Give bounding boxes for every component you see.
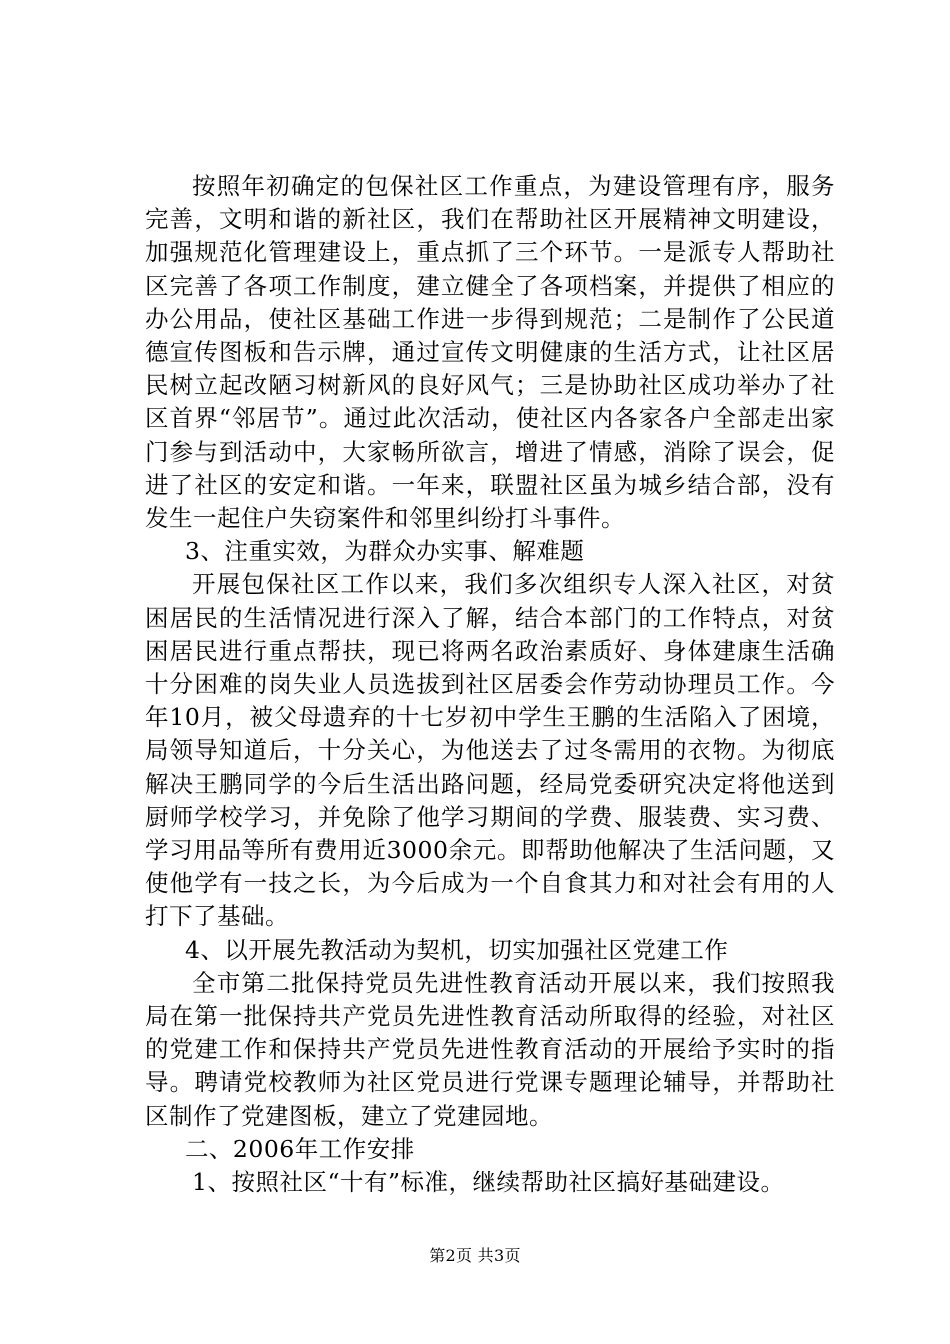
document-body — [145, 170, 835, 1199]
body-paragraph: 按照年初确定的包保社区工作重点，为建设管理有序，服务完善，文明和谐的新社区，我们在帮助社区开展精神文明建设，加强规范化管理建设上，重点抓了三个环节。一是派专人帮助社区完善了各项工作制度，建立健全了各项档案，并提供了相应的办公用品，使社区基础工作进一步得到规范；二是制作了公民道德宣传图板和告示牌，通过宣传文明健康的生活方式，让社区居民树立起改陋习树新风的良好风气；三是协助社区成功举办了社区首界“邻居节”。通过此次活动，使社区内各家各户全部走出家门参与到活动中，大家畅所欲言，增进了情感，消除了误会，促进了社区的安定和谐。一年来，联盟社区虽为城乡结合部，没有发生一起住户失窃案件和邻里纠纷打斗事件。 — [145, 172, 835, 533]
body-paragraph: 1、按照社区“十有”标准，继续帮助社区搞好基础建设。 — [192, 1168, 785, 1197]
section-heading: 二、2006年工作安排 — [184, 1134, 415, 1163]
section-heading: 3、注重实效，为群众办实事、解难题 — [184, 537, 585, 566]
body-paragraph: 全市第二批保持党员先进性教育活动开展以来，我们按照我局在第一批保持共产党员先进性教育活动所取得的经验，对社区的党建工作和保持共产党员先进性教育活动的开展给予实时的指导。聘请党校教师为社区党员进行党课专题理论辅导，并帮助社区制作了党建图板，建立了党建园地。 — [145, 968, 835, 1130]
section-heading: 4、以开展先教活动为契机，切实加强社区党建工作 — [184, 935, 729, 964]
body-paragraph: 开展包保社区工作以来，我们多次组织专人深入社区，对贫困居民的生活情况进行深入了解，结合本部门的工作特点，对贫困居民进行重点帮扶，现已将两名政治素质好、身体建康生活确十分困难的岗失业人员选拔到社区居委会作劳动协理员工作。今年10月，被父母遗弃的十七岁初中学生王鹏的生活陷入了困境，局领导知道后，十分关心，为他送去了过冬需用的衣物。为彻底解决王鹏同学的今后生活出路问题，经局党委研究决定将他送到厨师学校学习，并免除了他学习期间的学费、服装费、实习费、学习用品等所有费用近3000余元。即帮助他解决了生活问题，又使他学有一技之长，为今后成为一个自食其力和对社会有用的人打下了基础。 — [145, 570, 835, 931]
page-number-footer: 第2页 共3页 — [429, 1246, 521, 1265]
